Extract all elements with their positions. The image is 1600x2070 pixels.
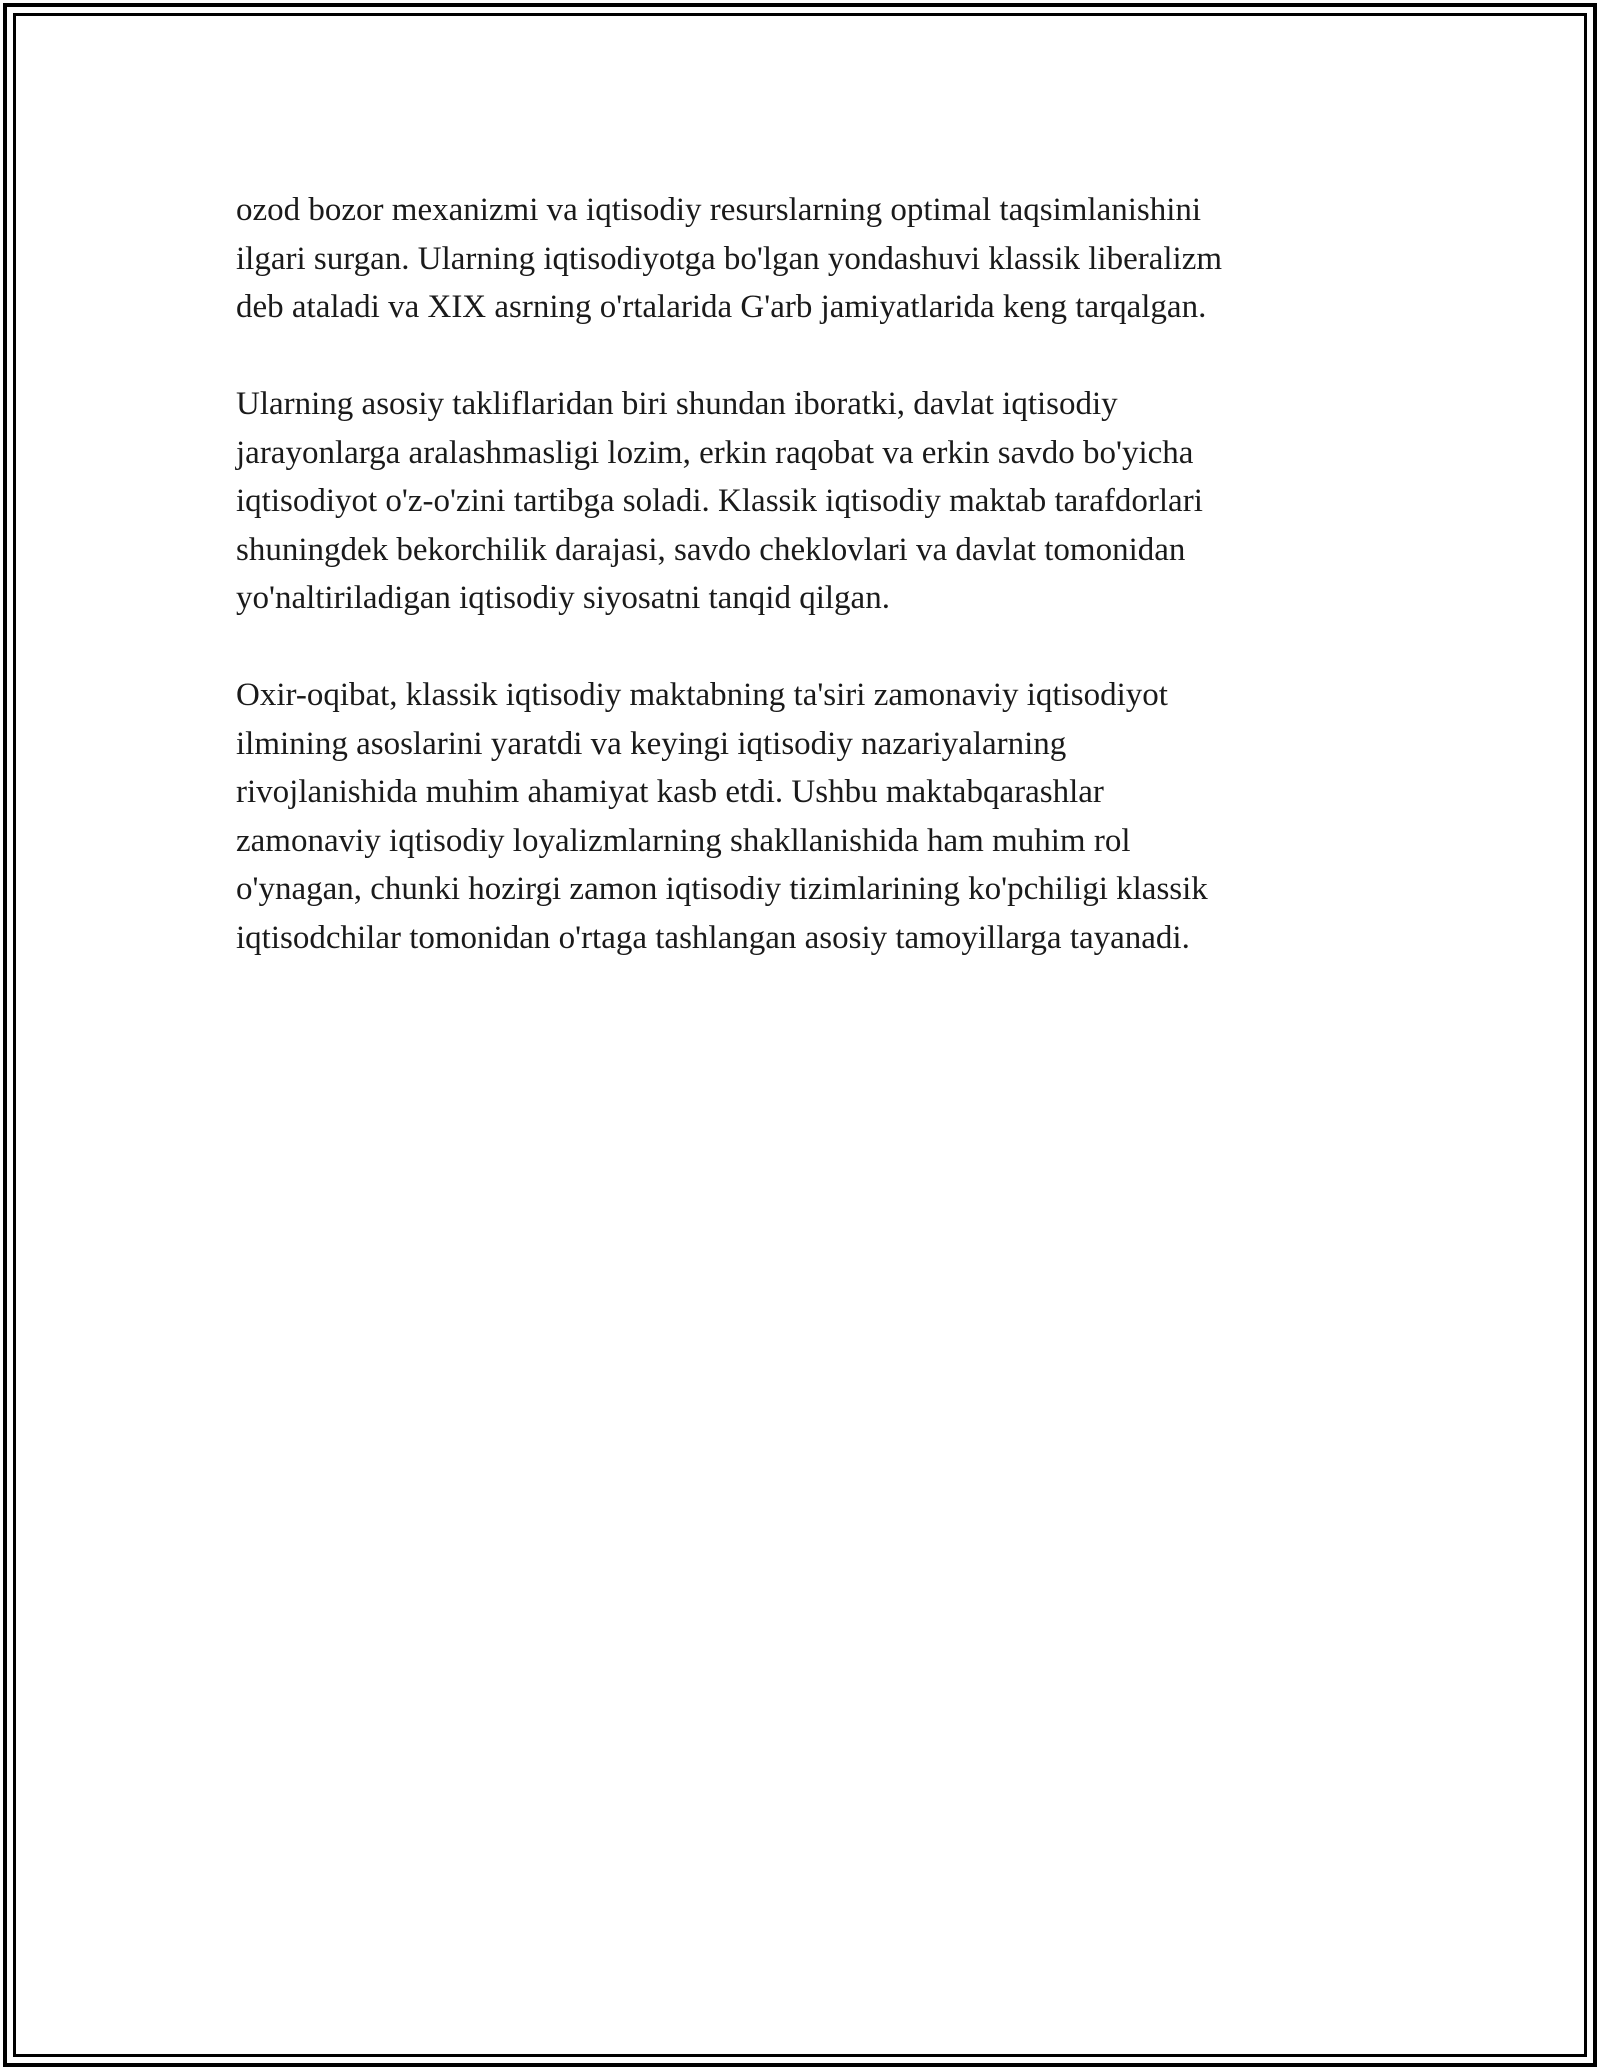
document-body <box>236 186 1366 1011</box>
paragraph-line: Ularning asosiy takliflaridan biri shundan iboratki, davlat iqtisodiy <box>236 386 1118 422</box>
paragraph-line: Oxir-oqibat, klassik iqtisodiy maktabning ta'siri zamonaviy iqtisodiyot <box>236 677 1168 713</box>
paragraph-line: iqtisodchilar tomonidan o'rtaga tashlangan asosiy tamoyillarga tayanadi. <box>236 919 1190 956</box>
paragraph-line: deb ataladi va XIX asrning o'rtalarida G'arb jamiyatlarida keng tarqalgan. <box>236 289 1207 325</box>
paragraph-line: zamonaviy iqtisodiy loyalizmlarning shakllanishida ham muhim rol <box>236 822 1131 859</box>
paragraph-line: jarayonlarga aralashmasligi lozim, erkin raqobat va erkin savdo bo'yicha <box>236 434 1194 471</box>
paragraph-line: iqtisodiyot o'z-o'zini tartibga soladi. Klassik iqtisodiy maktab tarafdorlari <box>236 483 1203 519</box>
paragraph-2 <box>236 380 1366 623</box>
paragraph-1 <box>236 186 1366 332</box>
paragraph-line: ilgari surgan. Ularning iqtisodiyotga bo'lgan yondashuvi klassik liberalizm <box>236 240 1223 277</box>
paragraph-line: shuningdek bekorchilik darajasi, savdo cheklovlari va davlat tomonidan <box>236 531 1186 568</box>
paragraph-3 <box>236 671 1366 962</box>
paragraph-line: ozod bozor mexanizmi va iqtisodiy resurslarning optimal taqsimlanishini <box>236 192 1202 228</box>
paragraph-line: yo'naltiriladigan iqtisodiy siyosatni tanqid qilgan. <box>236 580 890 616</box>
paragraph-line: rivojlanishida muhim ahamiyat kasb etdi. Ushbu maktabqarashlar <box>236 774 1104 810</box>
paragraph-line: o'ynagan, chunki hozirgi zamon iqtisodiy tizimlarining ko'pchiligi klassik <box>236 871 1208 907</box>
paragraph-line: ilmining asoslarini yaratdi va keyingi iqtisodiy nazariyalarning <box>236 725 1067 762</box>
